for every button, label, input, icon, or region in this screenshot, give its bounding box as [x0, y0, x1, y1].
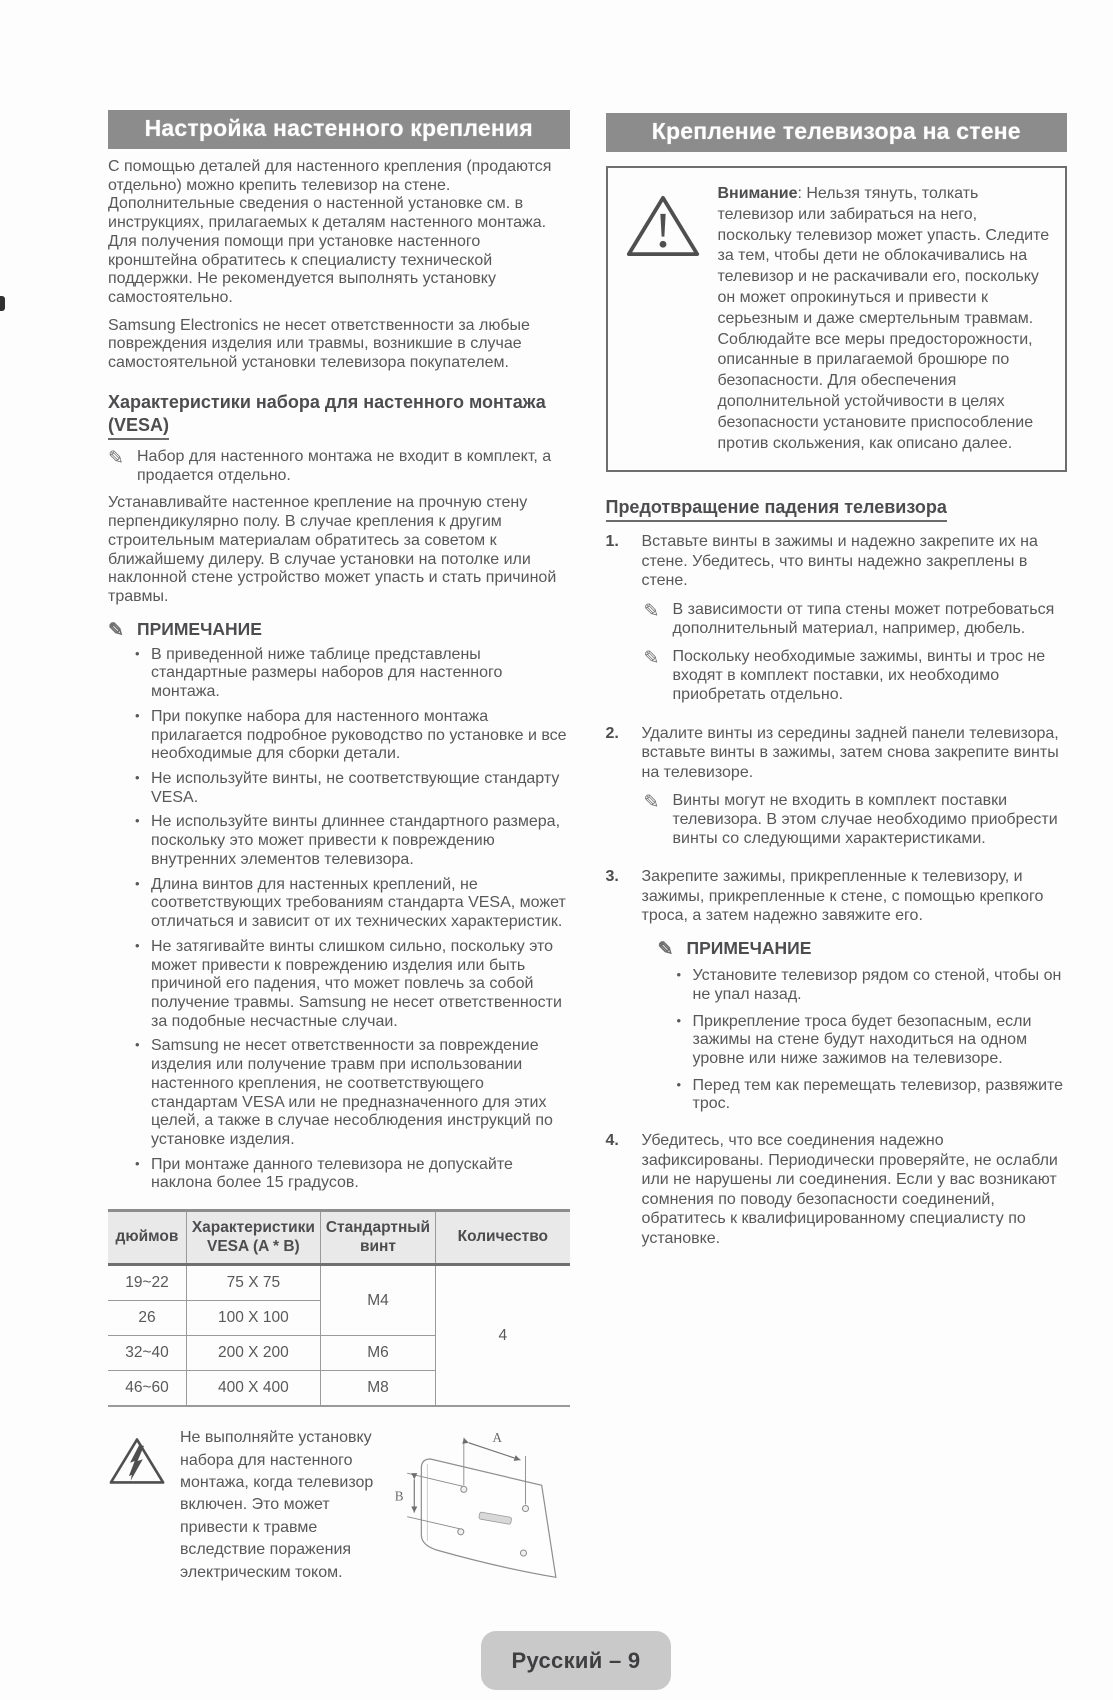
- note-bullet: • Не используйте винты длиннее стандартного размера, поскольку это может привести к повреждению внутренних элементов телевизора.: [134, 813, 570, 869]
- note-bullet: • Установите телевизор рядом со стеной, чтобы он не упал назад.: [676, 967, 1068, 1004]
- step-number: 3.: [605, 868, 619, 886]
- note-heading-label: ПРИМЕЧАНИЕ: [137, 618, 262, 639]
- warning-triangle-icon: [620, 184, 706, 454]
- section-title-wall-mount-setup: Настройка настенного крепления: [108, 110, 570, 149]
- step-1: [606, 532, 1068, 714]
- diagram-label-a: A: [491, 1430, 502, 1446]
- table-cell-screw: M8: [320, 1371, 435, 1407]
- electric-shock-warning-text: Не выполняйте установку набора для настенного монтажа, когда телевизор включен. Это может привести к травме вследствие поражения электрическим током.: [180, 1429, 374, 1581]
- vesa-body-paragraph: Устанавливайте настенное крепление на прочную стену перпендикулярно полу. В случае крепления к другим строительным материалам обратитесь за советом к ближайшему дилеру. В случае установки на потолке или наклонной стене устройство может упасть и стать причиной травмы.: [108, 494, 557, 605]
- pencil-icon: ✎: [108, 447, 124, 469]
- table-cell-screw: M4: [320, 1265, 435, 1336]
- pencil-icon: ✎: [643, 792, 660, 814]
- scan-artifact: [0, 296, 5, 311]
- note-bullet: • Samsung не несет ответственности за повреждение изделия или получение травм при использовании настенного крепления, не соответствующего стандартам VESA или не предназначенного для этих целей, а также в случае несоблюдения инструкций по установке изделия.: [134, 1037, 570, 1149]
- table-cell-inches: 46~60: [108, 1371, 186, 1407]
- table-cell-vesa: 400 X 400: [186, 1371, 320, 1407]
- step-note-list: [676, 967, 1068, 1114]
- table-cell-inches: 19~22: [108, 1265, 186, 1301]
- note-bullet: • При монтаже данного телевизора не допускайте наклона более 15 градусов.: [134, 1156, 570, 1193]
- note-text: Поскольку необходимые зажимы, винты и трос не входят в комплект поставки, их необходимо приобретать отдельно.: [672, 648, 1046, 703]
- caution-box: [606, 166, 1068, 472]
- table-header-standard-screw: Стандартный винт: [320, 1211, 435, 1265]
- table-header-inches: дюймов: [108, 1211, 186, 1265]
- intro-paragraph-1: С помощью деталей для настенного крепления (продаются отдельно) можно крепить телевизор на стене. Дополнительные сведения о настенной установке см. в инструкциях, прилагаемых к деталям настенного монтажа. Для получения помощи при установке настенного кронштейна обратитесь к специалисту технической поддержки. Не рекомендуется выполнять установку самостоятельно.: [108, 158, 552, 307]
- pencil-icon: ✎: [643, 600, 660, 622]
- note-heading-label: ПРИМЕЧАНИЕ: [686, 937, 812, 958]
- table-cell-vesa: 75 X 75: [186, 1265, 320, 1301]
- vesa-notes-list: [134, 646, 570, 1193]
- note-bullet: • При покупке набора для настенного монтажа прилагается подробное руководство по установке и все необходимые для сборки детали.: [134, 708, 570, 764]
- pencil-icon: ✎: [657, 938, 674, 960]
- step-2: [606, 724, 1068, 859]
- vesa-section-heading: [108, 391, 570, 440]
- table-cell-vesa: 200 X 200: [186, 1336, 320, 1371]
- step-note: [644, 648, 1068, 704]
- note-bullet: • Длина винтов для настенных креплений, не соответствующих требованиям стандарта VESA, может отличаться и зависит от их технических характеристик.: [134, 876, 570, 932]
- tv-rear-diagram: [390, 1427, 570, 1587]
- table-cell-screw: M6: [320, 1336, 435, 1371]
- section-title-mounting-tv-on-wall: Крепление телевизора на стене: [606, 113, 1068, 152]
- note-bullet: • В приведенной ниже таблице представлены стандартные размеры наборов для настенного монтажа.: [134, 646, 570, 702]
- note-heading: [658, 938, 1068, 959]
- pencil-icon: ✎: [108, 619, 124, 641]
- step-note: [644, 601, 1068, 638]
- table-row: [108, 1265, 570, 1301]
- step-text: Вставьте винты в зажимы и надежно закрепите их на стене. Убедитесь, что винты надежно закреплены в стене.: [641, 533, 1038, 590]
- note-bullet: • Прикрепление троса будет безопасным, если зажимы на стене будут находиться на одном уровне или ниже зажимов на телевизоре.: [676, 1013, 1068, 1069]
- step-number: 4.: [605, 1132, 619, 1150]
- right-column: [606, 110, 1068, 1587]
- note-kit-sold-separately: [108, 448, 570, 485]
- vesa-size-table: [108, 1209, 570, 1407]
- step-note: [644, 792, 1068, 848]
- step-number: 1.: [605, 533, 619, 551]
- step-3: [606, 867, 1068, 1122]
- step-text: Убедитесь, что все соединения надежно зафиксированы. Периодически проверяйте, не ослабли или не нарушены ли соединения. Если у вас возникают сомнения по поводу безопасности соединений, обратитесь к квалифицированному специалисту по установке.: [641, 1132, 1058, 1247]
- vesa-heading-line1: Характеристики набора для настенного монтажа: [108, 391, 546, 412]
- table-cell-inches: 26: [108, 1301, 186, 1336]
- step-text: Удалите винты из середины задней панели телевизора, вставьте винты в зажимы, затем снова закрепите винты на телевизоре.: [641, 724, 1059, 781]
- table-cell-quantity: 4: [436, 1265, 570, 1407]
- step-4: [606, 1131, 1068, 1248]
- caution-body: : Нельзя тянуть, толкать телевизор или забираться на него, поскольку телевизор может упасть. Следите за тем, чтобы дети не облокачивались на телевизор и не раскачивали его, поскольку он может опрокинуться и привести к серьезным и даже смертельным травмам. Соблюдайте все меры предосторожности, описанные в прилагаемой брошюре по безопасности. Для обеспечения дополнительной устойчивости в целях безопасности установите приспособление против скольжения, как описано далее.: [717, 185, 1050, 452]
- note-bullet: • Не затягивайте винты слишком сильно, поскольку это может привести к повреждению изделия или быть причиной его падения, что может повлечь за собой получение травмы. Samsung не несет ответственности за подобные несчастные случаи.: [134, 938, 570, 1032]
- table-header-vesa-spec: Характеристики VESA (A * B): [186, 1211, 320, 1265]
- page-number-badge: Русский – 9: [481, 1631, 671, 1690]
- step-number: 2.: [605, 724, 619, 742]
- note-text: Набор для настенного монтажа не входит в комплект, а продается отдельно.: [137, 447, 552, 484]
- note-bullet: • Перед тем как перемещать телевизор, развяжите трос.: [676, 1077, 1068, 1114]
- table-header-quantity: Количество: [436, 1211, 570, 1265]
- diagram-label-b: B: [394, 1488, 403, 1504]
- prevention-section-heading: [606, 496, 1068, 522]
- vesa-heading-line2: (VESA): [108, 414, 169, 440]
- prevention-heading-text: Предотвращение падения телевизора: [606, 496, 947, 522]
- electric-shock-warning: [108, 1427, 570, 1587]
- pencil-icon: ✎: [643, 648, 660, 670]
- left-column: [108, 110, 570, 1587]
- electric-shock-triangle-icon: [108, 1427, 168, 1492]
- note-text: В зависимости от типа стены может потребоваться дополнительный материал, например, дюбель.: [672, 600, 1055, 637]
- table-cell-inches: 32~40: [108, 1336, 186, 1371]
- step-text: Закрепите зажимы, прикрепленные к телевизору, и зажимы, прикрепленные к стене, с помощью крепкого троса, а затем надежно завяжите его.: [641, 868, 1044, 925]
- caution-text: [718, 184, 1056, 454]
- caution-label: Внимание: [717, 185, 798, 202]
- note-text: Винты могут не входить в комплект поставки телевизора. В этом случае необходимо приобрести винты со следующими характеристиками.: [672, 792, 1058, 847]
- note-heading: [108, 619, 570, 640]
- prevention-steps: [606, 532, 1068, 1248]
- intro-paragraph-2: Samsung Electronics не несет ответственности за любые повреждения изделия или травмы, возникшие в случае самостоятельной установки телевизора покупателем.: [108, 316, 530, 372]
- table-cell-vesa: 100 X 100: [186, 1301, 320, 1336]
- note-bullet: • Не используйте винты, не соответствующие стандарту VESA.: [134, 770, 570, 807]
